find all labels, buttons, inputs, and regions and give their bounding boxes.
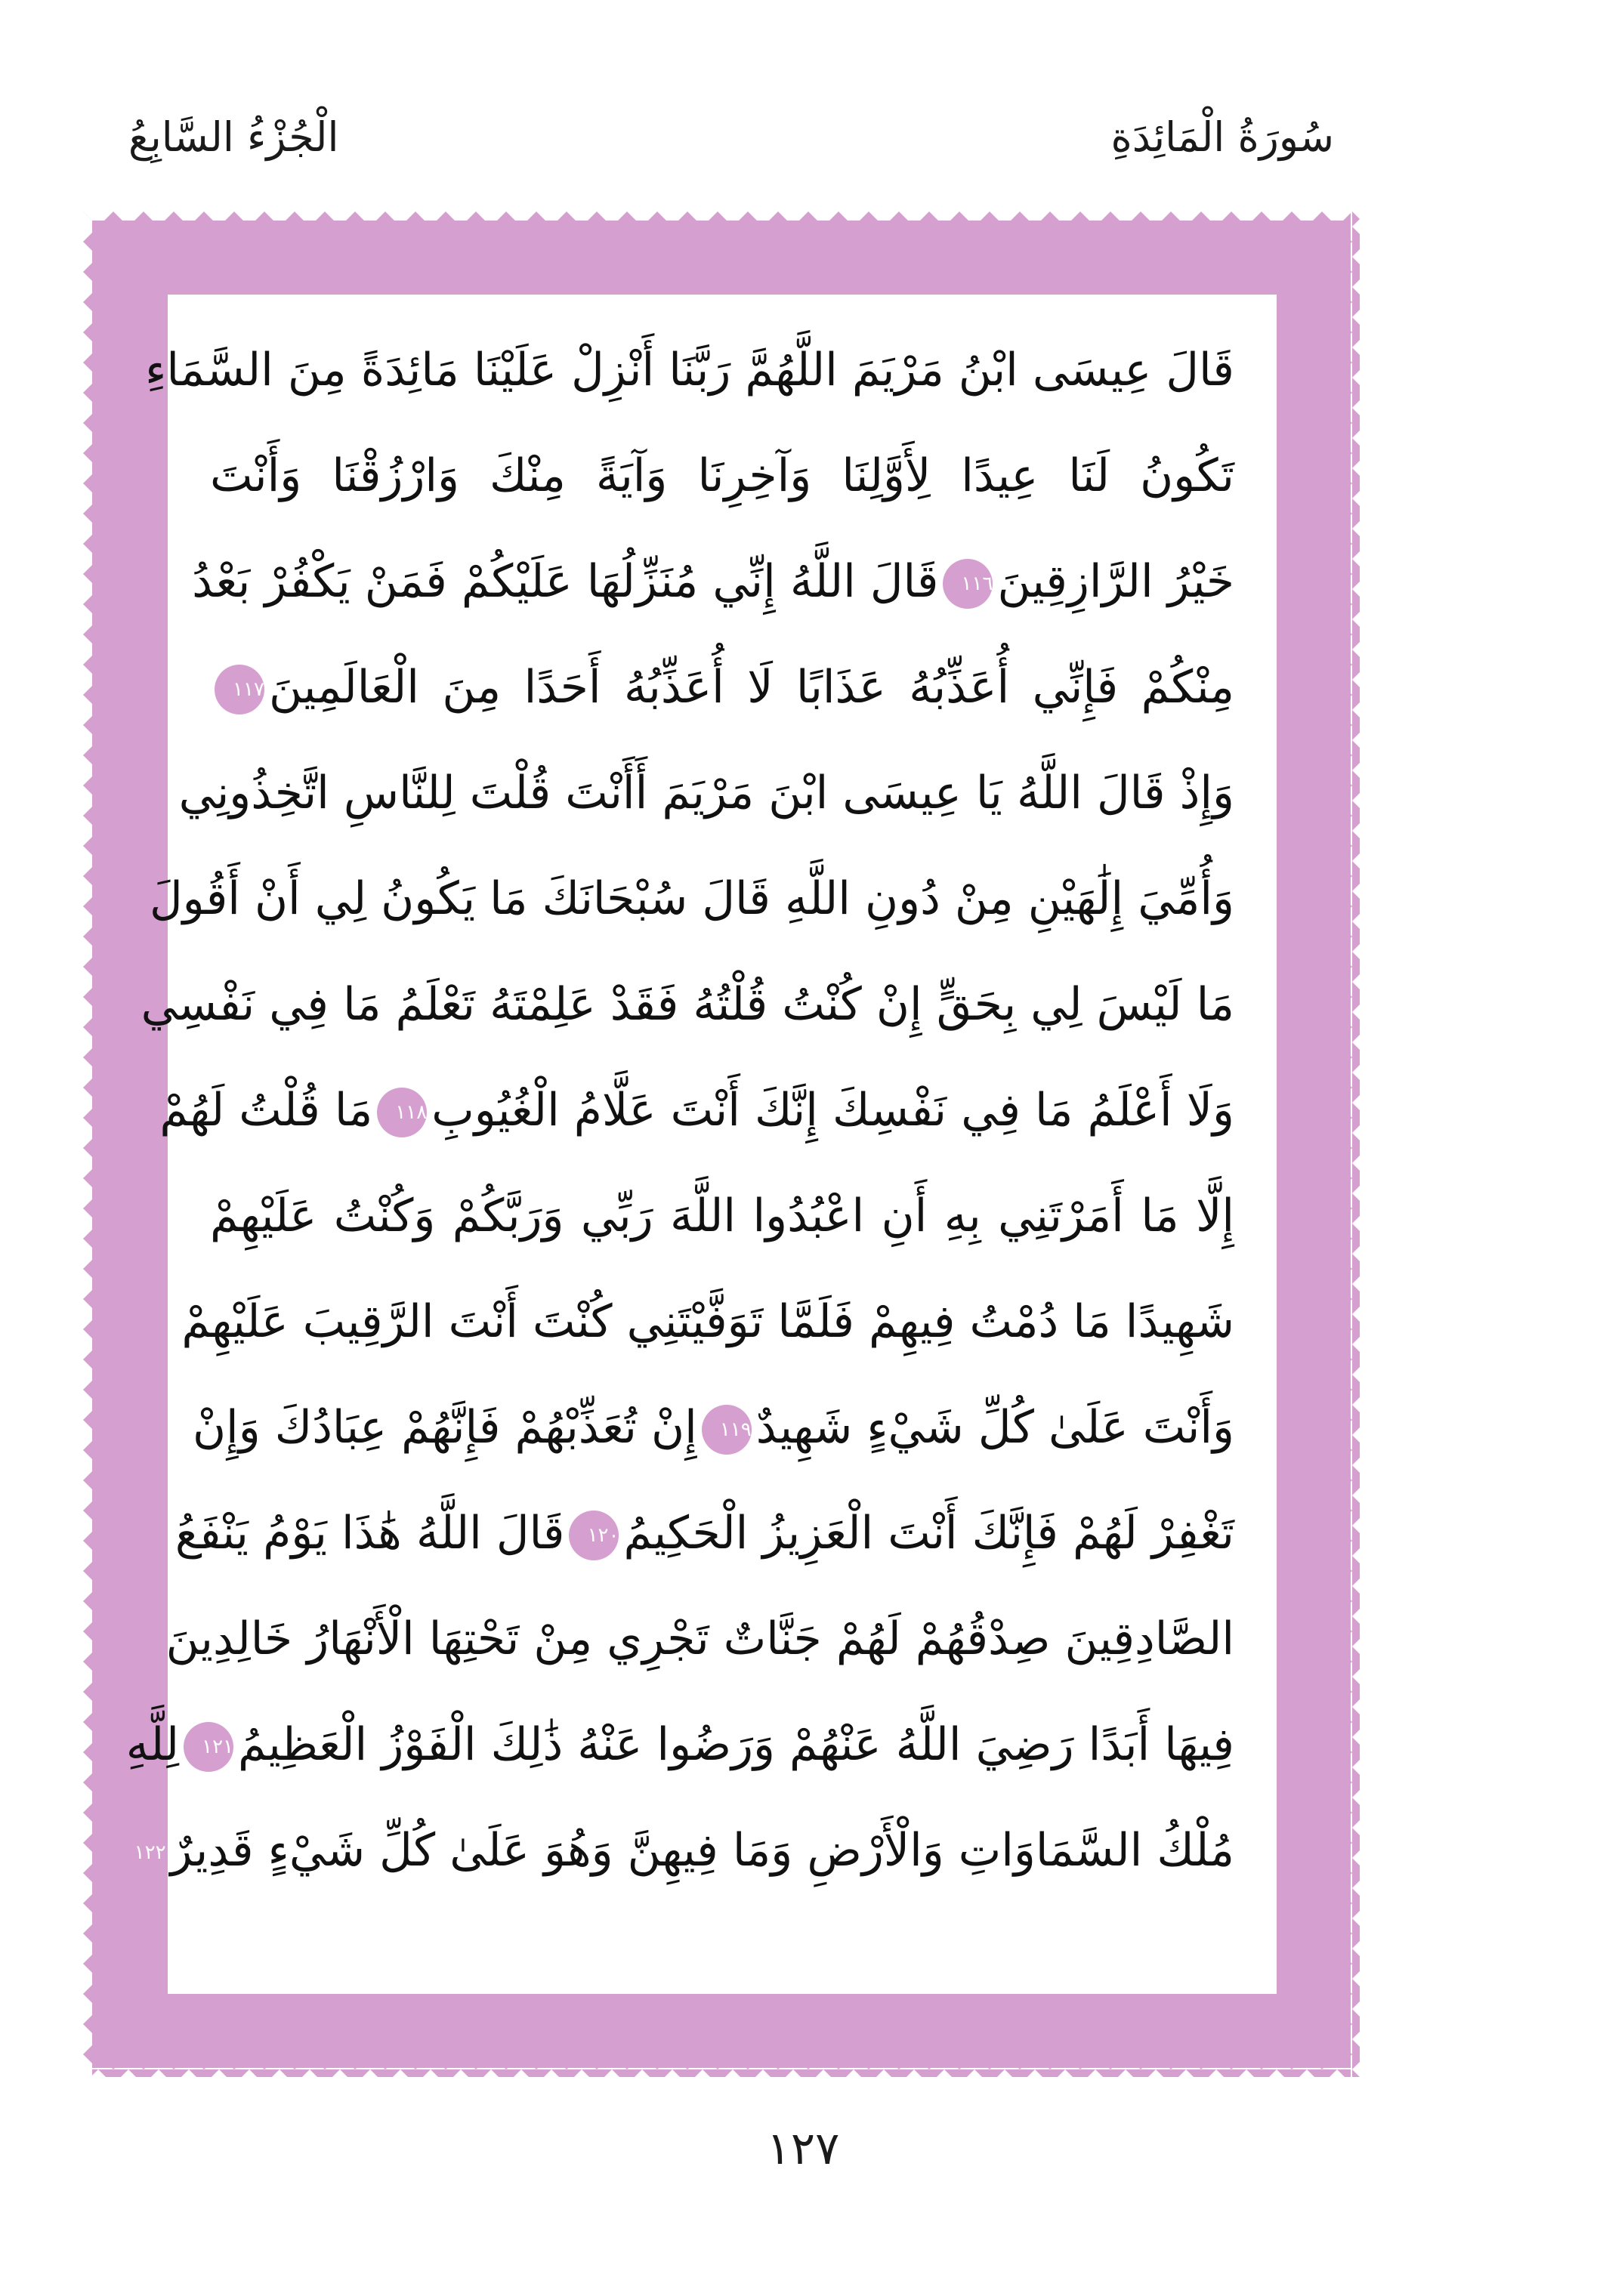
verse-text: شَهِيدًا مَا دُمْتُ فِيهِمْ فَلَمَّا تَوَفَّيْتَنِي كُنْتَ أَنْتَ الرَّقِيبَ عَلَيْهِمْ	[181, 1295, 1234, 1348]
verse-text: وَإِذْ قَالَ اللَّهُ يَا عِيسَى ابْنَ مَرْيَمَ أَأَنْتَ قُلْتَ لِلنَّاسِ اتَّخِذُونِي	[178, 767, 1234, 819]
verse-line	[145, 325, 1234, 415]
ayah-number-marker: ١٢١	[184, 1722, 233, 1772]
page-number: ١٢٧	[766, 2122, 840, 2175]
verse-text: قَالَ اللَّهُ إِنِّي مُنَزِّلُهَا عَلَيْكُمْ فَمَنْ يَكْفُرْ بَعْدُ	[192, 555, 939, 608]
text-panel	[125, 295, 1277, 1994]
verse-text: الصَّادِقِينَ صِدْقُهُمْ لَهُمْ جَنَّاتٌ تَجْرِي مِنْ تَحْتِهَا الْأَنْهَارُ خَالِدِينَ	[165, 1612, 1234, 1665]
ayah-number-marker: ١١٩	[702, 1405, 752, 1455]
verse-text: إِنْ تُعَذِّبْهُمْ فَإِنَّهُمْ عِبَادُكَ وَإِنْ	[192, 1401, 697, 1454]
verse-text: قَالَ عِيسَى ابْنُ مَرْيَمَ اللَّهُمَّ رَبَّنَا أَنْزِلْ عَلَيْنَا مَائِدَةً مِنَ السَّمَاءِ	[145, 344, 1234, 397]
ayah-number-marker: ١٢٢	[116, 1828, 166, 1878]
verse-text: لِلَّهِ	[125, 1718, 180, 1771]
ayah-number-marker: ١١٦	[943, 559, 993, 609]
verse-lines	[125, 295, 1277, 1994]
verse-text: وَأَنْتَ عَلَىٰ كُلِّ شَيْءٍ شَهِيدٌ	[755, 1401, 1234, 1454]
verse-text: تَغْفِرْ لَهُمْ فَإِنَّكَ أَنْتَ الْعَزِيزُ الْحَكِيمُ	[623, 1507, 1234, 1560]
verse-line	[141, 959, 1234, 1050]
verse-text: وَلَا أَعْلَمُ مَا فِي نَفْسِكَ إِنَّكَ أَنْتَ عَلَّامُ الْغُيُوبِ	[431, 1084, 1234, 1137]
ayah-number-marker: ١١٧	[215, 665, 264, 714]
verse-line	[174, 1488, 1234, 1578]
ayah-number-marker: ١٢٠	[569, 1511, 619, 1560]
verse-line	[134, 1805, 1234, 1896]
verse-text: إِلَّا مَا أَمَرْتَنِي بِهِ أَنِ اعْبُدُوا اللَّهَ رَبِّي وَرَبَّكُمْ وَكُنْتُ عَلَيْهِمْ	[210, 1190, 1234, 1242]
verse-text: مُلْكُ السَّمَاوَاتِ وَالْأَرْضِ وَمَا فِيهِنَّ وَهُوَ عَلَىٰ كُلِّ شَيْءٍ قَدِيرٌ	[170, 1824, 1234, 1877]
verse-text: قَالَ اللَّهُ هَٰذَا يَوْمُ يَنْفَعُ	[174, 1507, 565, 1560]
verse-line	[192, 536, 1234, 627]
verse-text: مَا قُلْتُ لَهُمْ	[159, 1084, 373, 1137]
verse-text: فِيهَا أَبَدًا رَضِيَ اللَّهُ عَنْهُمْ وَرَضُوا عَنْهُ ذَٰلِكَ الْفَوْزُ الْعَظِيمُ	[238, 1718, 1234, 1771]
verse-line	[149, 853, 1234, 944]
verse-text: مِنْكُمْ فَإِنِّي أُعَذِّبُهُ عَذَابًا لَا أُعَذِّبُهُ أَحَدًا مِنَ الْعَالَمِينَ	[269, 661, 1234, 714]
verse-text: وَأُمِّيَ إِلَٰهَيْنِ مِنْ دُونِ اللَّهِ قَالَ سُبْحَانَكَ مَا يَكُونُ لِي أَنْ أَقُولَ	[149, 872, 1234, 925]
verse-line	[165, 1594, 1234, 1684]
verse-line	[159, 1065, 1234, 1156]
verse-text: خَيْرُ الرَّازِقِينَ	[997, 555, 1234, 608]
verse-line	[210, 1171, 1234, 1261]
surah-name: سُورَةُ الْمَائِدَةِ	[1110, 113, 1334, 161]
verse-text: مَا لَيْسَ لِي بِحَقٍّ إِنْ كُنْتُ قُلْتُهُ فَقَدْ عَلِمْتَهُ تَعْلَمُ مَا فِي نَفْسِي	[141, 978, 1234, 1031]
juz-name: الْجُزْءُ السَّابِعُ	[128, 113, 339, 161]
verse-line	[125, 1699, 1234, 1790]
verse-text: تَكُونُ لَنَا عِيدًا لِأَوَّلِنَا وَآخِرِنَا وَآيَةً مِنْكَ وَارْزُقْنَا وَأَنْتَ	[210, 449, 1234, 502]
verse-line	[210, 430, 1234, 521]
verse-line	[178, 748, 1234, 838]
verse-line	[181, 1276, 1234, 1367]
verse-line	[210, 642, 1234, 733]
ayah-number-marker: ١١٨	[377, 1088, 427, 1137]
verse-line	[192, 1382, 1234, 1473]
